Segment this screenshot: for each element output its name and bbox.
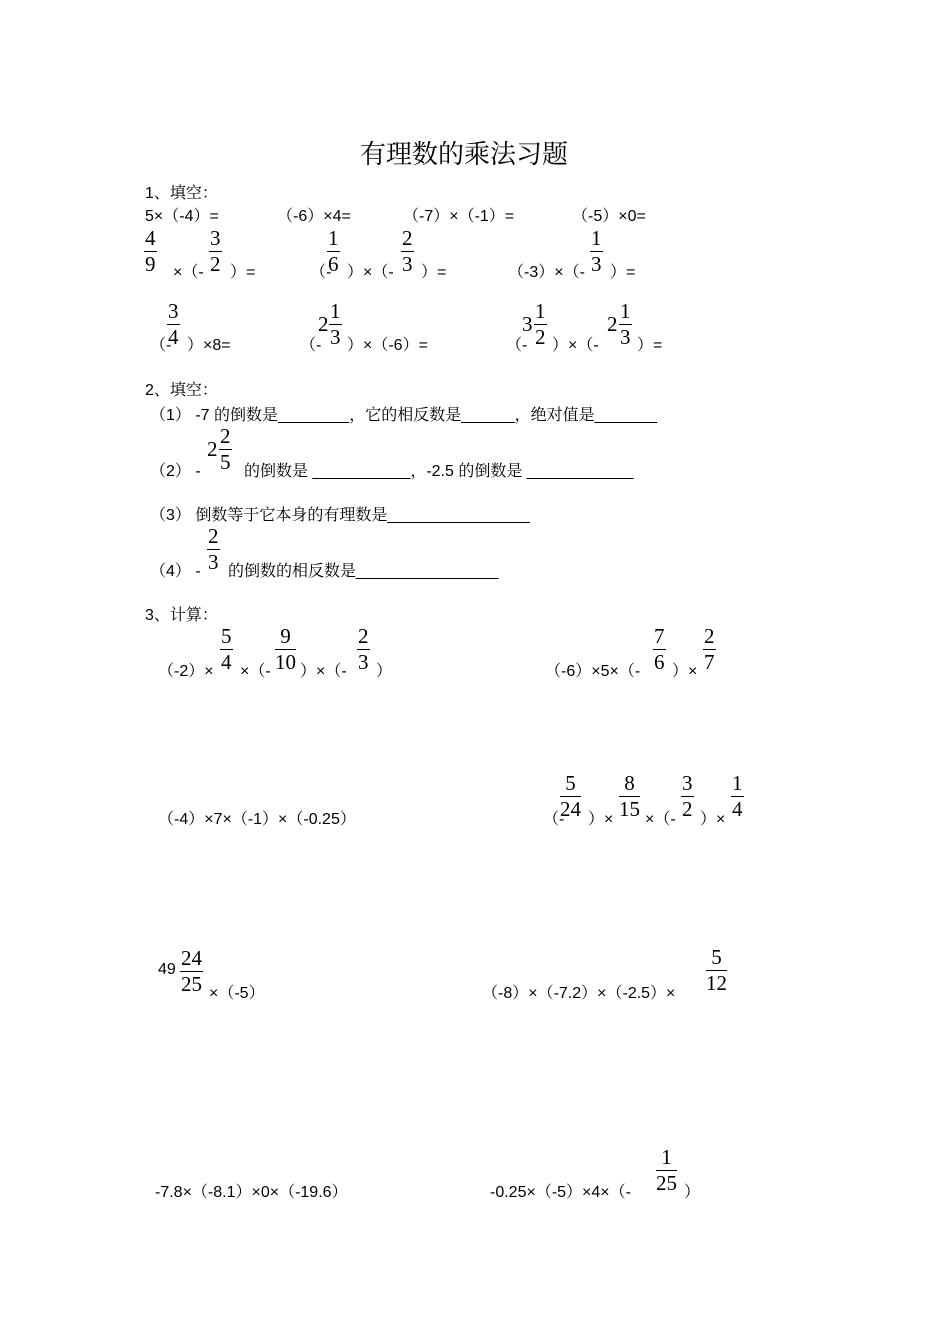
expr-text: ）×（- (347, 264, 394, 281)
denominator: 2 (210, 252, 221, 276)
section-3-heading: 3、计算： (145, 607, 218, 624)
numerator: 2 (220, 424, 231, 448)
numerator: 5 (221, 624, 232, 648)
fraction (327, 228, 340, 275)
expr-text: ）×（- (300, 663, 347, 680)
mixed-whole: 2 (207, 437, 218, 461)
denominator: 5 (220, 450, 231, 474)
expr-text: （-6）×5×（- (545, 663, 641, 680)
numerator: 7 (654, 624, 665, 648)
fraction (619, 773, 640, 820)
expr-text: ×（- (240, 663, 271, 680)
question-2-3: （3） 倒数等于它本身的有理数是________________ (150, 507, 530, 524)
denominator: 6 (328, 252, 339, 276)
denominator: 4 (168, 325, 179, 349)
fraction (357, 626, 370, 673)
denominator: 3 (591, 252, 602, 276)
denominator: 3 (402, 252, 413, 276)
expr-text: -0.25×（-5）×4×（- (490, 1184, 631, 1201)
denominator: 9 (145, 252, 156, 276)
denominator: 25 (656, 1171, 677, 1195)
numerator: 3 (210, 226, 221, 250)
numerator: 1 (732, 771, 743, 795)
denominator: 6 (654, 650, 665, 674)
numerator: 3 (168, 299, 179, 323)
fraction (329, 301, 342, 348)
question-2-2-text: 的倒数是 ___________，-2.5 的倒数是 ____________ (244, 463, 634, 480)
section-1-heading: 1、填空： (145, 185, 218, 202)
expr-text: （- (506, 337, 528, 354)
expr-text: （- (300, 337, 322, 354)
expr-text: ）= (421, 264, 447, 281)
numerator: 1 (591, 226, 602, 250)
denominator: 10 (275, 650, 296, 674)
expr-text: （-3）×（- (508, 264, 585, 281)
expr-text: ） (376, 663, 393, 680)
expr-text: ）×（-6）= (347, 337, 428, 354)
expr-text: （-2）× (158, 663, 214, 680)
numerator: 4 (145, 226, 156, 250)
numerator: 2 (402, 226, 413, 250)
fraction (731, 773, 744, 820)
fraction (167, 301, 180, 348)
expr-text: ）×8= (187, 337, 231, 354)
fraction (681, 773, 694, 820)
expr-text: ×（-5） (209, 985, 265, 1002)
fraction (180, 948, 203, 995)
numerator: 5 (706, 947, 727, 971)
mixed-whole: 49 (158, 961, 176, 978)
numerator: 1 (535, 299, 546, 323)
denominator: 12 (706, 971, 727, 995)
s1-row1-item4: （-5）×0= (572, 208, 646, 225)
fraction (590, 228, 603, 275)
mixed-whole: 3 (522, 312, 533, 336)
fraction (560, 773, 581, 820)
denominator: 3 (620, 325, 631, 349)
denominator: 3 (208, 550, 219, 574)
numerator: 9 (275, 626, 296, 650)
s1-row1-item3: （-7）×（-1）= (403, 208, 515, 225)
denominator: 15 (619, 797, 640, 821)
denominator: 7 (704, 650, 715, 674)
numerator: 1 (330, 299, 341, 323)
fraction (706, 947, 727, 994)
expr-text: ×（- (645, 811, 676, 828)
numerator: 1 (620, 299, 631, 323)
expr-text: ）× (700, 811, 726, 828)
fraction (207, 526, 220, 573)
mixed-whole: 2 (318, 312, 329, 336)
expr-text: ）× (672, 663, 698, 680)
fraction (619, 301, 632, 348)
mixed-whole: 2 (607, 312, 618, 336)
fraction (653, 626, 666, 673)
question-2-4-text: 的倒数的相反数是________________ (228, 563, 499, 580)
numerator: 1 (656, 1147, 677, 1171)
question-2-1: （1） -7 的倒数是________，它的相反数是______，绝对值是_______ (150, 407, 657, 424)
s1-row1-item2: （-6）×4= (277, 208, 351, 225)
numerator: 1 (328, 226, 339, 250)
fraction (401, 228, 414, 275)
numerator: 5 (560, 773, 581, 797)
expr-text: （-8）×（-7.2）×（-2.5）× (482, 985, 676, 1002)
denominator: 24 (560, 797, 581, 821)
numerator: 2 (208, 524, 219, 548)
fraction (209, 228, 222, 275)
expr-text: （- (543, 811, 565, 828)
section-2-heading: 2、填空： (145, 382, 218, 399)
fraction (219, 426, 232, 473)
page-title: 有理数的乘法习题 (360, 140, 569, 170)
question-2-2-prefix: （2） - (150, 463, 201, 480)
denominator: 2 (535, 325, 546, 349)
expr-text: ）×（- (552, 337, 599, 354)
expr-text: ） (684, 1184, 701, 1201)
s1-row1-item1: 5×（-4）= (145, 208, 219, 225)
expr-text: （- (310, 264, 332, 281)
problem-7: -7.8×（-8.1）×0×（-19.6） (155, 1184, 348, 1201)
fraction (534, 301, 547, 348)
numerator: 2 (704, 624, 715, 648)
numerator: 24 (181, 946, 202, 970)
numerator: 3 (682, 771, 693, 795)
problem-3: （-4）×7×（-1）×（-0.25） (158, 811, 356, 828)
fraction (703, 626, 716, 673)
question-2-4-prefix: （4） - (150, 563, 201, 580)
fraction (144, 228, 157, 275)
denominator: 4 (732, 797, 743, 821)
expr-text: ）= (230, 264, 256, 281)
denominator: 3 (330, 325, 341, 349)
denominator: 2 (682, 797, 693, 821)
expr-text: ×（- (173, 264, 204, 281)
expr-text: ）= (610, 264, 636, 281)
denominator: 25 (181, 972, 202, 996)
expr-text: ）× (588, 811, 614, 828)
denominator: 3 (358, 650, 369, 674)
numerator: 2 (358, 624, 369, 648)
numerator: 8 (619, 773, 640, 797)
fraction (220, 626, 233, 673)
expr-text: ）= (637, 337, 663, 354)
denominator: 4 (221, 650, 232, 674)
fraction (656, 1147, 677, 1194)
fraction (275, 626, 296, 673)
expr-text: （- (150, 337, 172, 354)
